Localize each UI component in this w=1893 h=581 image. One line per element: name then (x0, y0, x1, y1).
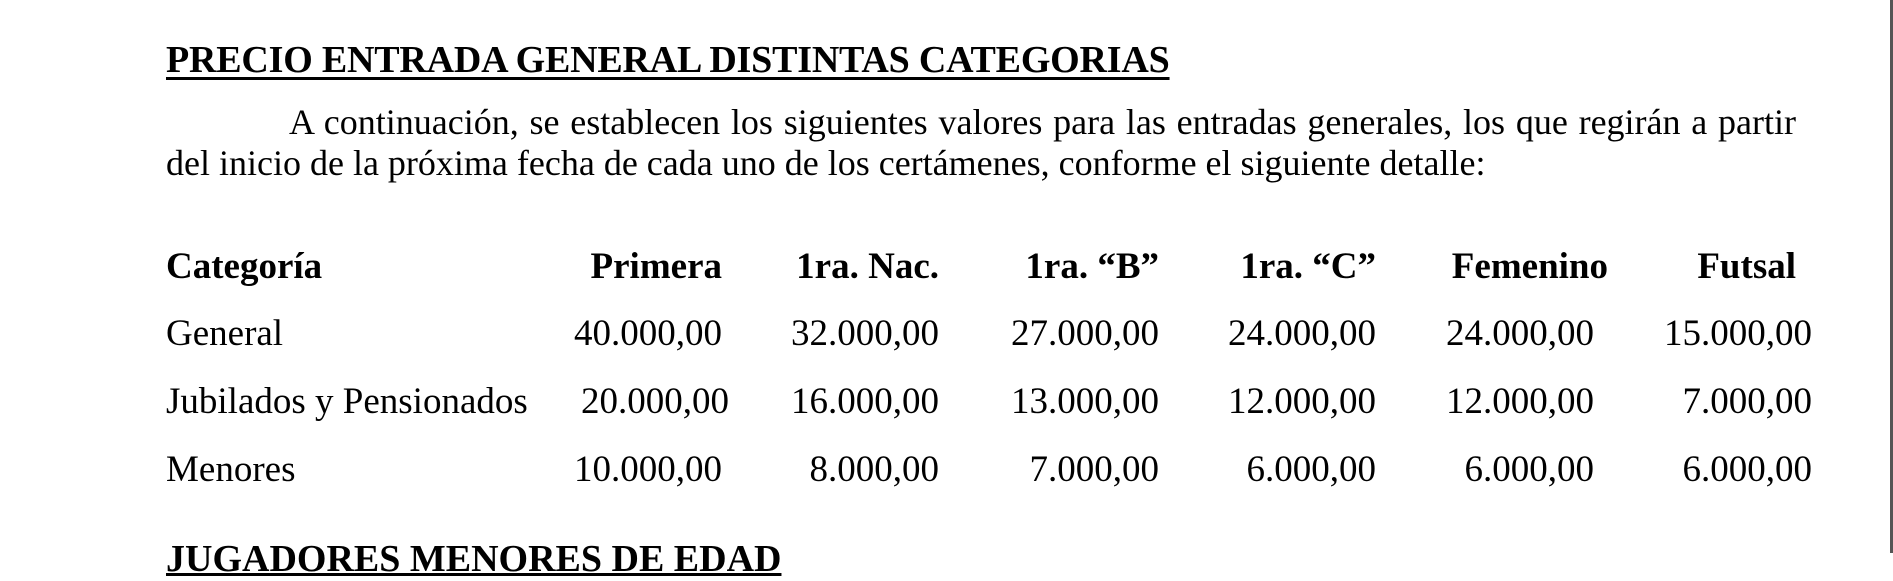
header-1ra-b: 1ra. “B” (1025, 246, 1159, 287)
header-femenino: Femenino (1451, 246, 1608, 287)
value-1ra-nac: 8.000,00 (809, 449, 939, 490)
value-1ra-c: 24.000,00 (1228, 313, 1376, 354)
value-1ra-b: 13.000,00 (1011, 381, 1159, 422)
value-femenino: 24.000,00 (1446, 313, 1594, 354)
row-label: Menores (166, 449, 296, 490)
header-categoria: Categoría (166, 246, 323, 287)
row-label: Jubilados y Pensionados (166, 381, 528, 422)
value-1ra-nac: 32.000,00 (791, 313, 939, 354)
value-futsal: 6.000,00 (1682, 449, 1812, 490)
value-futsal: 7.000,00 (1682, 381, 1812, 422)
header-1ra-c: 1ra. “C” (1240, 246, 1376, 287)
row-label: General (166, 313, 284, 354)
value-primera: 10.000,00 (574, 449, 722, 490)
value-femenino: 12.000,00 (1446, 381, 1594, 422)
value-primera: 40.000,00 (574, 313, 722, 354)
value-futsal: 15.000,00 (1664, 313, 1812, 354)
value-1ra-c: 12.000,00 (1228, 381, 1376, 422)
section-heading: PRECIO ENTRADA GENERAL DISTINTAS CATEGORIAS (166, 39, 1170, 81)
value-primera: 20.000,00 (581, 381, 729, 422)
intro-paragraph: A continuación, se establecen los siguientes valores para las entradas generales, los que regirán a partir del inicio de la próxima fecha de cada uno de los certámenes, conforme el siguiente detalle: (166, 102, 1796, 183)
value-1ra-b: 27.000,00 (1011, 313, 1159, 354)
header-futsal: Futsal (1697, 246, 1796, 287)
value-1ra-c: 6.000,00 (1246, 449, 1376, 490)
value-femenino: 6.000,00 (1464, 449, 1594, 490)
header-1ra-nac: 1ra. Nac. (796, 246, 939, 287)
value-1ra-b: 7.000,00 (1029, 449, 1159, 490)
header-primera: Primera (590, 246, 722, 287)
next-section-heading: JUGADORES MENORES DE EDAD (166, 538, 782, 580)
value-1ra-nac: 16.000,00 (791, 381, 939, 422)
